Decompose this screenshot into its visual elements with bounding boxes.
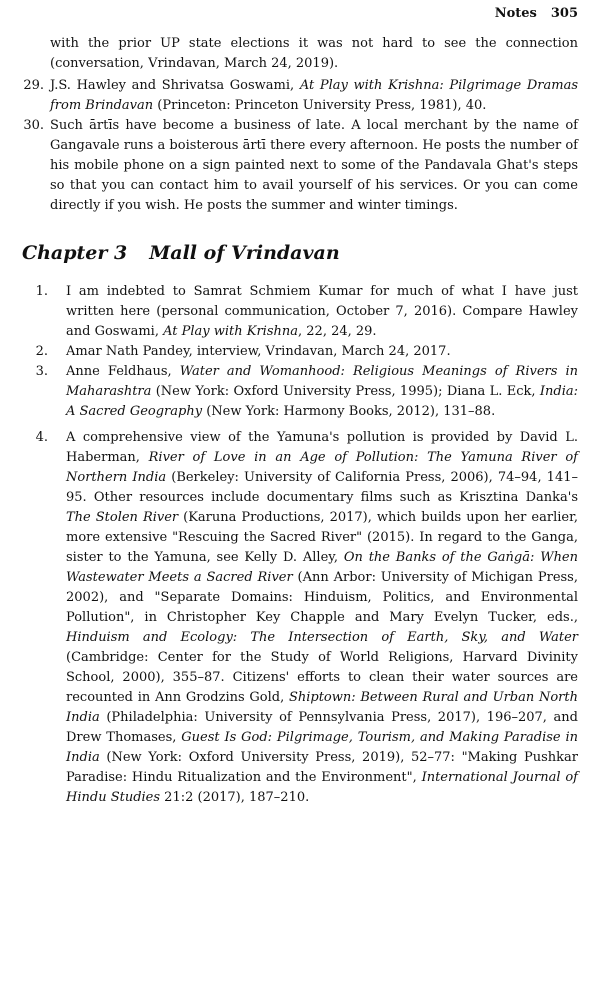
page-number: 305 bbox=[550, 6, 578, 21]
notes-body bbox=[22, 34, 578, 808]
note-title-italic: Water and Womanhood: Religious Meanings of Rivers in Maharashtra bbox=[66, 364, 579, 399]
note-title-italic: India: A Sacred Geography bbox=[66, 384, 578, 419]
note-title-italic: Hinduism and Ecology: The Intersection of Earth, Sky, and Water bbox=[66, 630, 578, 645]
note-title-italic: On the Banks of the Gaṅgā: When Wastewater Meets a Sacred River bbox=[66, 550, 579, 585]
note-text: (Berkeley: University of California Press, 2006), 74–94, 141–95. Other resources include documentary films such as Krisztina Danka's bbox=[66, 470, 578, 505]
note-text: Anne Feldhaus, bbox=[66, 364, 180, 379]
note-title-italic: At Play with Krishna: Pilgrimage Dramas from Brindavan bbox=[50, 78, 578, 113]
note-text: Such ārtīs have become a business of late. A local merchant by the name of Gangavale runs a boisterous ārtī there every afternoon. He posts the number of his mobile phone on a sign painted next to some of the Pandavala Ghat's steps so that you can contact him to avail yourself of his services. Or you can come directly if you wish. He posts the summer and winter timings. bbox=[50, 118, 578, 213]
note-2 bbox=[22, 342, 578, 362]
running-head-label: Notes bbox=[494, 6, 537, 21]
note-text: (New York: Oxford University Press, 1995); Diana L. Eck, bbox=[151, 384, 540, 399]
chapter-title: Mall of Vrindavan bbox=[149, 242, 340, 264]
note-number: 4. bbox=[35, 430, 48, 445]
note-text: (Cambridge: Center for the Study of World Religions, Harvard Divinity School, 2000), 355–87. Citizens' efforts to clean their water sources are recounted in Ann Grodzins Gold, bbox=[66, 650, 578, 705]
note-title-italic: Guest Is God: Pilgrimage, Tourism, and Making Paradise in India bbox=[66, 730, 578, 765]
note-29 bbox=[22, 76, 578, 116]
note-text: Amar Nath Pandey, interview, Vrindavan, March 24, 2017. bbox=[66, 344, 451, 359]
note-text: A comprehensive view of the Yamuna's pollution is provided by David L. Haberman, bbox=[66, 430, 578, 465]
note-title-italic: The Stolen River bbox=[66, 510, 179, 525]
note-text: I am indebted to Samrat Schmiem Kumar for much of what I have just written here (personal communication, October 7, 2016). Compare Hawley and Goswami, bbox=[66, 284, 578, 339]
chapter-heading bbox=[22, 242, 578, 264]
note-number: 3. bbox=[35, 364, 48, 379]
note-number: 29. bbox=[23, 78, 44, 93]
note-text: (Karuna Productions, 2017), which builds upon her earlier, more extensive "Rescuing the Sacred River" (2015). In regard to the Ganga, sister to the Yamuna, see Kelly D. Alley, bbox=[66, 510, 578, 565]
running-head bbox=[495, 6, 578, 21]
note-3 bbox=[22, 362, 578, 422]
note-text: (Philadelphia: University of Pennsylvania Press, 2017), 196–207, and Drew Thomases, bbox=[66, 710, 578, 745]
note-title-italic: Shiptown: Between Rural and Urban North India bbox=[66, 690, 578, 725]
note-continuation bbox=[22, 34, 578, 74]
note-title-italic: At Play with Krishna bbox=[163, 324, 299, 339]
note-title-italic: River of Love in an Age of Pollution: The Yamuna River of Northern India bbox=[66, 450, 578, 485]
note-continuation-text: with the prior UP state elections it was not hard to see the connection (conversation, Vrindavan, March 24, 2019). bbox=[50, 36, 578, 71]
note-text: , 22, 24, 29. bbox=[298, 324, 377, 339]
note-number: 1. bbox=[35, 284, 48, 299]
note-text: 21:2 (2017), 187–210. bbox=[160, 790, 310, 805]
note-text: (New York: Harmony Books, 2012), 131–88. bbox=[202, 404, 496, 419]
note-text: (New York: Oxford University Press, 2019), 52–77: "Making Pushkar Paradise: Hindu Ritualization and the Environment", bbox=[66, 750, 578, 785]
note-text: J.S. Hawley and Shrivatsa Goswami, bbox=[50, 78, 300, 93]
chapter-label: Chapter 3 bbox=[22, 242, 128, 264]
note-4 bbox=[22, 428, 578, 808]
note-text: (Princeton: Princeton University Press, 1981), 40. bbox=[153, 98, 487, 113]
note-title-italic: International Journal of Hindu Studies bbox=[66, 770, 578, 805]
note-number: 30. bbox=[23, 118, 44, 133]
chapter-3-notes bbox=[22, 282, 578, 808]
note-1 bbox=[22, 282, 578, 342]
note-30 bbox=[22, 116, 578, 216]
note-text: (Ann Arbor: University of Michigan Press, 2002), and "Separate Domains: Hinduism, Politics, and Environmental Pollution", in Christopher Key Chapple and Mary Evelyn Tucker, eds., bbox=[66, 570, 578, 625]
note-number: 2. bbox=[35, 344, 48, 359]
